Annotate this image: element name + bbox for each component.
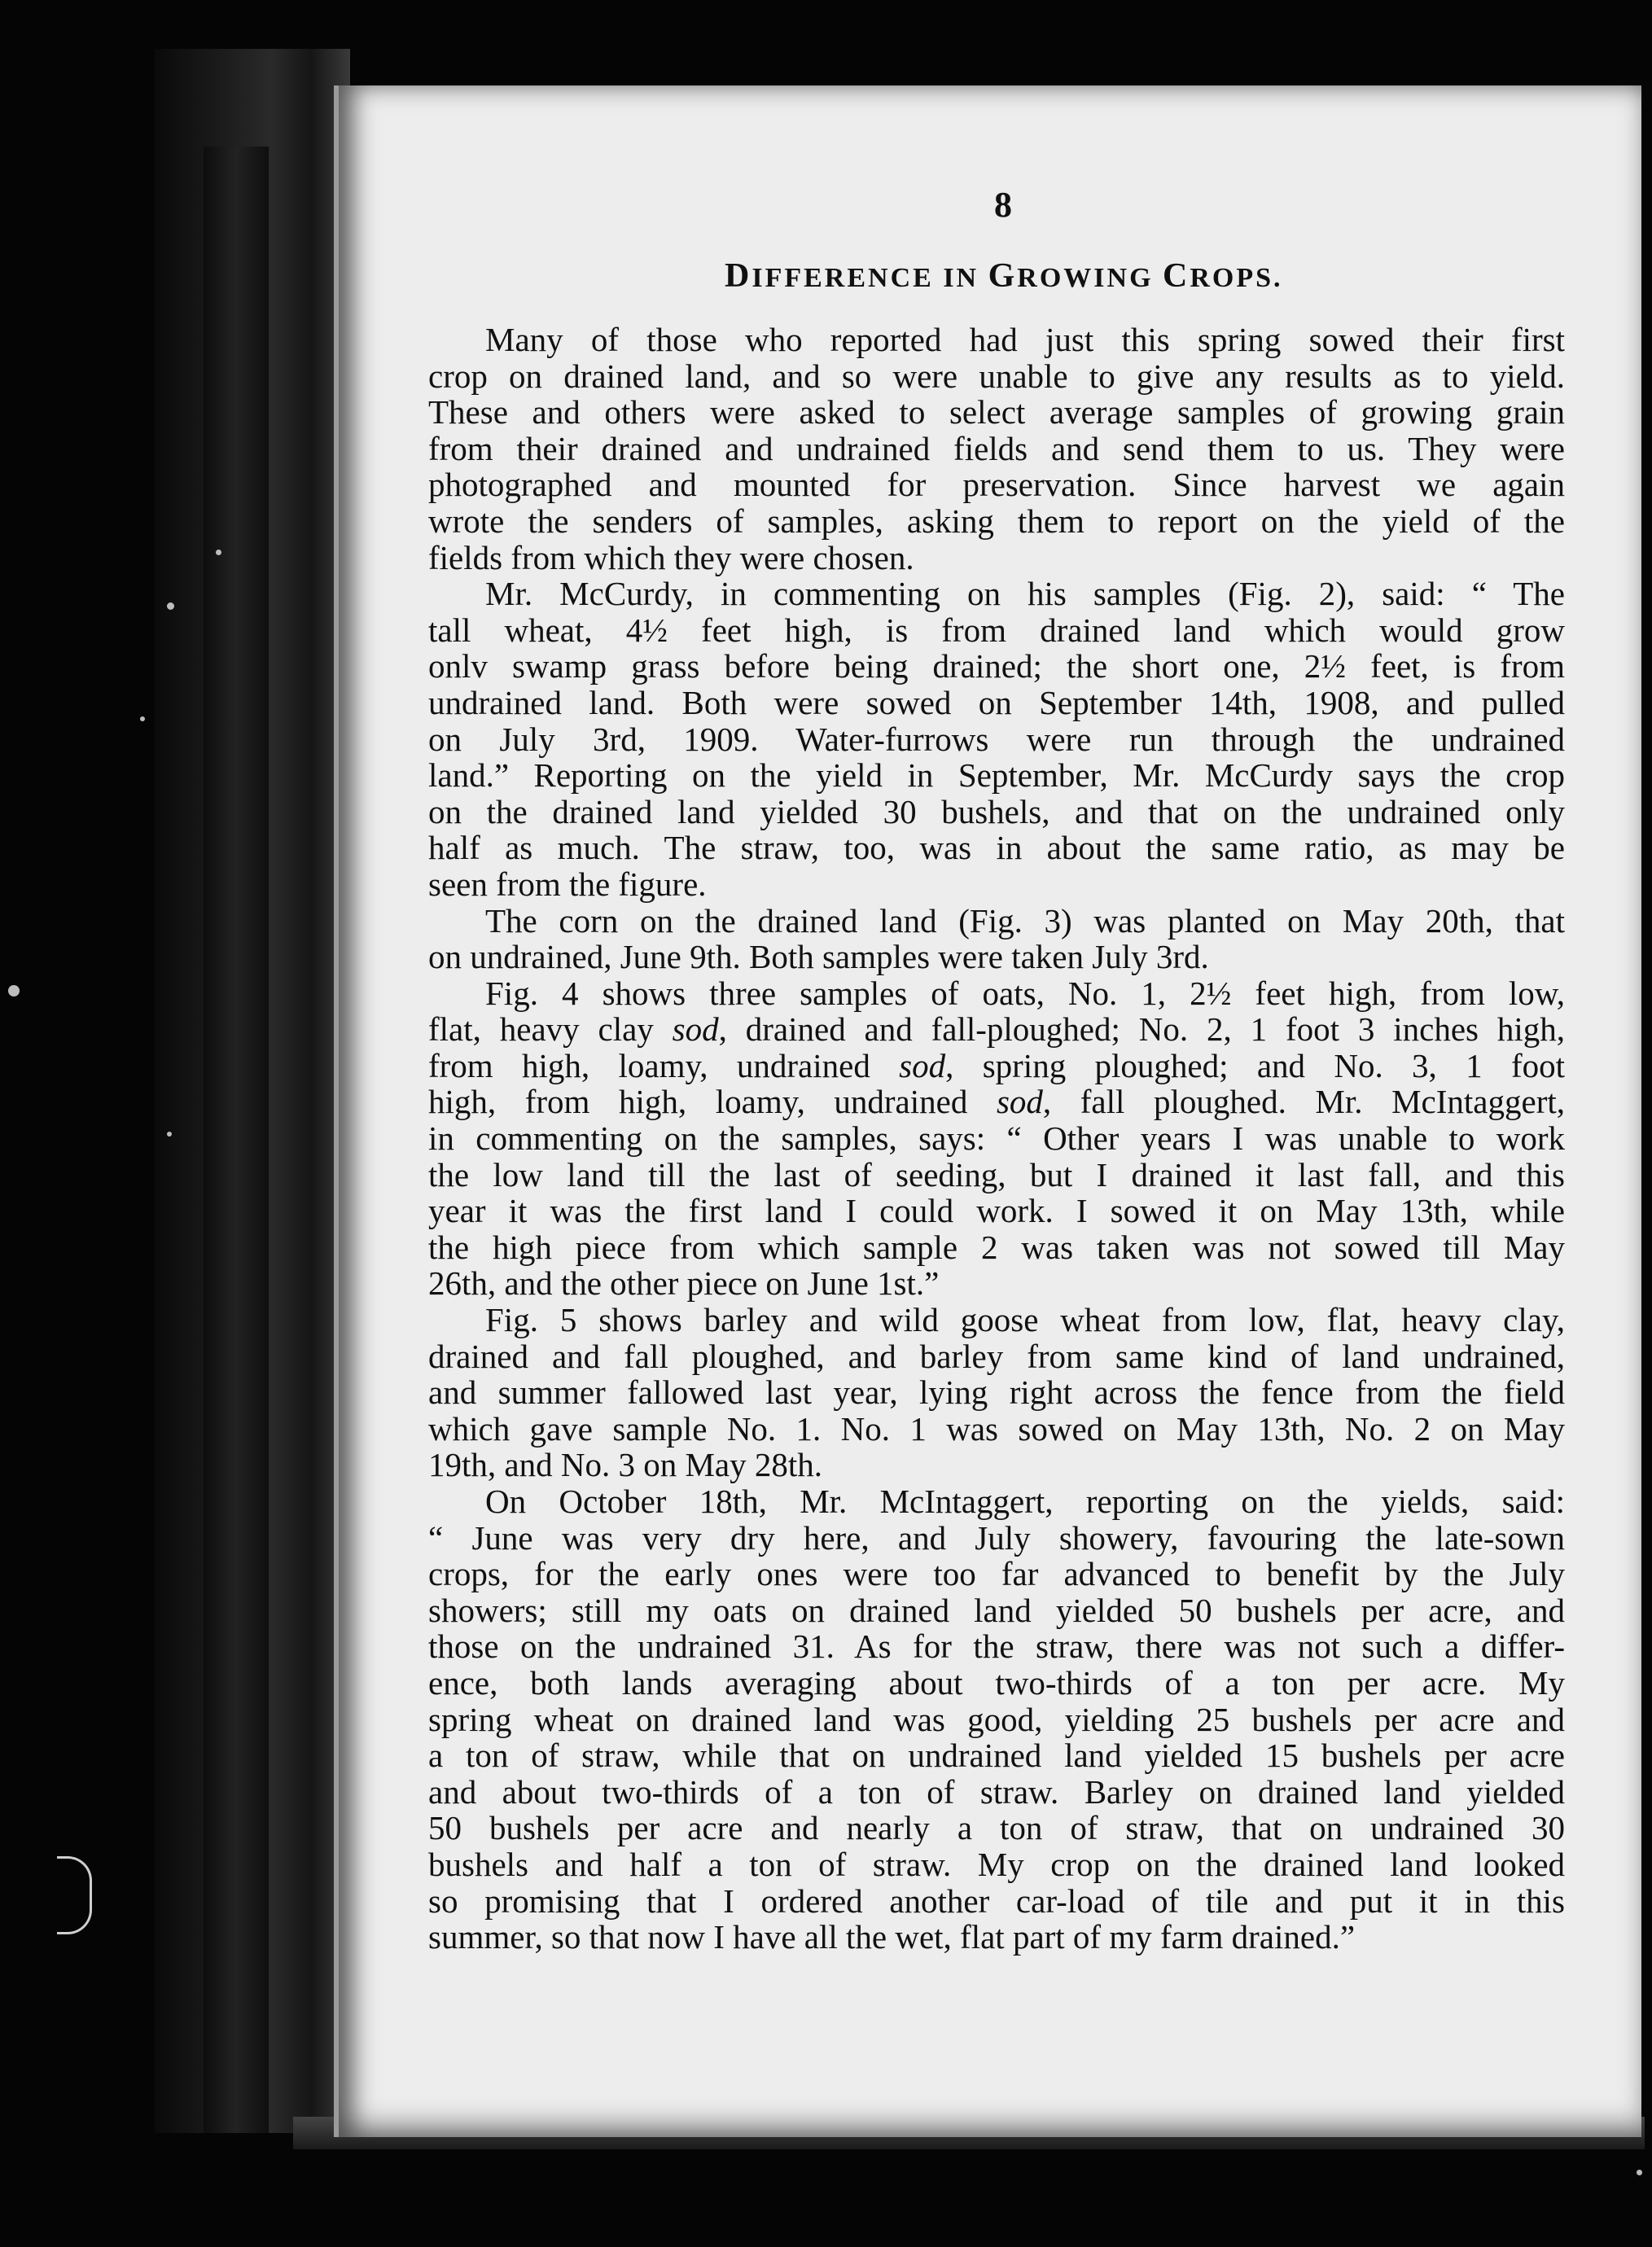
scan-speck <box>216 550 221 555</box>
text-line: Many of those who reported had just this spring sowed their first <box>485 321 1565 358</box>
text-line: from their drained and undrained fields and send them to us. They were <box>428 429 1565 467</box>
scan-artifact-bracket <box>57 1856 92 1934</box>
text-line: 19th, and No. 3 on May 28th. <box>428 1446 822 1484</box>
scan-speck <box>167 1132 172 1137</box>
text-line: year it was the first land I could work. I sowed it on May 13th, while <box>428 1192 1565 1230</box>
text-line: bushels and half a ton of straw. My crop on the drained land looked <box>428 1845 1565 1883</box>
text-line: On October 18th, Mr. McIntaggert, reporting on the yields, said: <box>485 1483 1565 1520</box>
text-line: a ton of straw, while that on undrained land yielded 15 bushels per acre <box>428 1737 1565 1775</box>
text-line: The corn on the drained land (Fig. 3) was planted on May 20th, that <box>485 901 1565 940</box>
text-line: on the drained land yielded 30 bushels, and that on the undrained only <box>428 792 1565 830</box>
text-line: 26th, and the other piece on June 1st.” <box>428 1264 940 1303</box>
heading-word: GROWING <box>988 257 1154 295</box>
text-line: 50 bushels per acre and nearly a ton of straw, that on undrained 30 <box>428 1809 1565 1847</box>
text-line: half as much. The straw, too, was in about the same ratio, as may be <box>428 829 1565 867</box>
heading-initial: G <box>988 257 1018 295</box>
text-line: showers; still my oats on drained land yielded 50 bushels per acre, and <box>428 1591 1565 1629</box>
text-line: and about two-thirds of a ton of straw. Barley on drained land yielded <box>428 1772 1565 1811</box>
body-text <box>428 322 1565 1956</box>
text-line: seen from the figure. <box>428 865 707 903</box>
text-line: These and others were asked to select average samples of growing grain <box>428 393 1565 431</box>
text-line: Fig. 5 shows barley and wild goose wheat from low, flat, heavy clay, <box>485 1301 1565 1339</box>
section-heading <box>725 256 1283 296</box>
scan-speck <box>140 716 145 721</box>
text-line: tall wheat, 4½ feet high, is from drained land which would grow <box>428 611 1565 649</box>
scan-speck <box>1637 2170 1642 2175</box>
text-line: from high, loamy, undrained sod, spring ploughed; and No. 3, 1 foot <box>428 1046 1565 1084</box>
heading-initial: C <box>1163 257 1190 295</box>
text-line: those on the undrained 31. As for the straw, there was not such a differ- <box>428 1627 1565 1666</box>
text-line: high, from high, loamy, undrained sod, fall ploughed. Mr. McIntaggert, <box>428 1083 1565 1121</box>
scan-speck <box>167 602 174 610</box>
book-spine-shadow <box>204 147 269 2133</box>
heading-word: CROPS. <box>1163 257 1283 295</box>
text-line: wrote the senders of samples, asking them to report on the yield of the <box>428 502 1565 540</box>
text-line: so promising that I ordered another car-load of tile and put it in this <box>428 1881 1565 1920</box>
text-line: summer, so that now I have all the wet, flat part of my farm drained.” <box>428 1918 1356 1956</box>
text-line: which gave sample No. 1. No. 1 was sowed on May 13th, No. 2 on May <box>428 1409 1565 1448</box>
text-line: fields from which they were chosen. <box>428 538 914 576</box>
text-line: undrained land. Both were sowed on September 14th, 1908, and pulled <box>428 683 1565 721</box>
text-line: in commenting on the samples, says: “ Other years I was unable to work <box>428 1119 1565 1158</box>
heading-word: DIFFERENCE <box>725 257 934 295</box>
text-line: spring wheat on drained land was good, yielding 25 bushels per acre and <box>428 1700 1565 1738</box>
text-line: the high piece from which sample 2 was taken was not sowed till May <box>428 1228 1565 1266</box>
heading-word: IN <box>943 263 979 293</box>
text-line: drained and fall ploughed, and barley from same kind of land undrained, <box>428 1337 1565 1375</box>
text-line: onlv swamp grass before being drained; the short one, 2½ feet, is from <box>428 647 1565 685</box>
heading-initial: D <box>725 257 752 295</box>
text-line: crops, for the early ones were too far advanced to benefit by the July <box>428 1555 1565 1593</box>
text-line: Fig. 4 shows three samples of oats, No. 1, 2½ feet high, from low, <box>485 974 1565 1012</box>
text-line: crop on drained land, and so were unable to give any results as to yield. <box>428 357 1565 395</box>
text-line: Mr. McCurdy, in commenting on his samples (Fig. 2), said: “ The <box>485 575 1565 613</box>
text-line: on July 3rd, 1909. Water-furrows were run through the undrained <box>428 720 1565 758</box>
text-line: the low land till the last of seeding, but I drained it last fall, and this <box>428 1155 1565 1194</box>
page-number: 8 <box>994 185 1012 225</box>
text-line: flat, heavy clay sod, drained and fall-ploughed; No. 2, 1 foot 3 inches high, <box>428 1010 1565 1049</box>
scan-speck <box>8 985 20 996</box>
text-line: “ June was very dry here, and July showery, favouring the late-sown <box>428 1518 1565 1557</box>
text-line: ence, both lands averaging about two-thirds of a ton per acre. My <box>428 1663 1565 1702</box>
text-line: land.” Reporting on the yield in September, Mr. McCurdy says the crop <box>428 756 1565 795</box>
text-line: on undrained, June 9th. Both samples were taken July 3rd. <box>428 938 1209 976</box>
text-line: and summer fallowed last year, lying right across the fence from the field <box>428 1373 1565 1412</box>
text-line: photographed and mounted for preservation. Since harvest we again <box>428 466 1565 504</box>
